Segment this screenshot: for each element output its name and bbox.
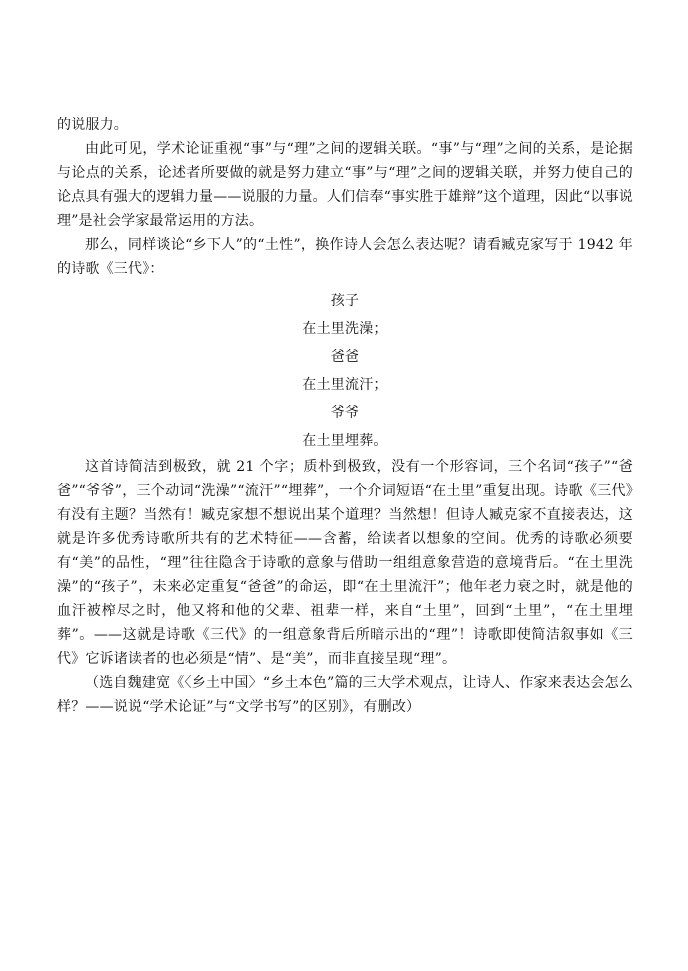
article-body <box>57 113 633 719</box>
poem-line: 爸爸 <box>330 349 360 365</box>
poem-three-generations <box>57 287 633 455</box>
paragraph-analysis: 这首诗简洁到极致，就 21 个字；质朴到极致，没有一个形容词，三个名词“孩子”“爸爸”“爷爷”，三个动词“洗澡”“流汗”“埋葬”，一个介词短语“在土里”重复出现。诗歌《三代》有没有主题？当然有！臧克家想不想说出某个道理？当然想！但诗人臧克家不直接表达，这就是许多优秀诗歌所共有的艺术特征——含蓄，给读者以想象的空间。优秀的诗歌必须要有“美”的品性，“理”往往隐含于诗歌的意象与借助一组组意象营造的意境背后。“在土里洗澡”的“孩子”，未来必定重复“爸爸”的命运，即“在土里流汗”；他年老力衰之时，就是他的血汗被榨尽之时，他又将和他的父辈、祖辈一样，来自“土里”，回到“土里”，“在土里埋葬”。——这就是诗歌《三代》的一组意象背后所暗示出的“理”！诗歌即使简洁叙事如《三代》它诉诸读者的也必须是“情”、是“美”，而非直接呈现“理”。 <box>57 459 633 667</box>
poem-line: 在土里洗澡； <box>302 321 388 337</box>
poem-line: 在土里流汗； <box>302 377 388 393</box>
poem-line: 孩子 <box>330 293 360 309</box>
source-citation: （选自魏建宽《〈乡土中国〉“乡土本色”篇的三大学术观点，让诗人、作家来表达会怎么样？——说说“学术论证”与“文学书写”的区别》，有删改） <box>57 675 633 715</box>
poem-line: 在土里埋葬。 <box>302 433 388 449</box>
paragraph-poet-question: 那么，同样谈论“乡下人”的“土性”，换作诗人会怎么表达呢？请看臧克家写于 1942 年的诗歌《三代》： <box>57 237 633 277</box>
paragraph-continuation: 的说服力。 <box>57 117 128 133</box>
paragraph-logic: 由此可见，学术论证重视“事”与“理”之间的逻辑关联。“事”与“理”之间的关系，是论据与论点的关系，论述者所要做的就是努力建立“事”与“理”之间的逻辑关联，并努力使自己的论点具有强大的逻辑力量——说服的力量。人们信奉“事实胜于雄辩”这个道理，因此“以事说理”是社会学家最常运用的方法。 <box>57 141 633 229</box>
poem-line: 爷爷 <box>330 405 360 421</box>
